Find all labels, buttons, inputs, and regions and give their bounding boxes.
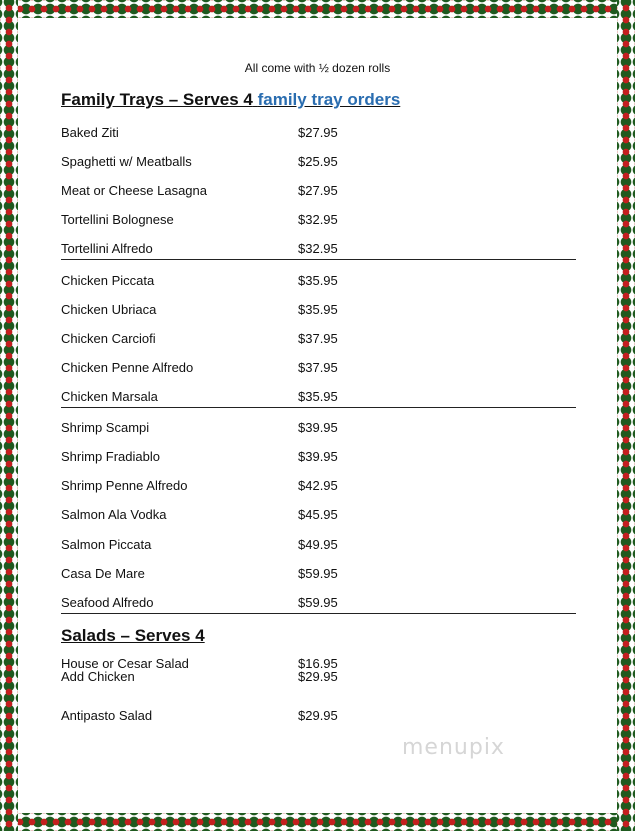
item-price: $25.95 bbox=[298, 154, 338, 169]
intro-note: All come with ½ dozen rolls bbox=[244, 61, 391, 75]
menu-item bbox=[61, 449, 576, 469]
salads-title: Salads – Serves 4 bbox=[61, 626, 205, 645]
item-name: House or Cesar Salad bbox=[61, 656, 189, 671]
menu-item bbox=[61, 595, 576, 615]
item-price: $29.95 bbox=[298, 708, 338, 723]
item-name: Casa De Mare bbox=[61, 566, 145, 581]
item-name: Shrimp Scampi bbox=[61, 420, 150, 435]
item-name: Chicken Ubriaca bbox=[61, 302, 157, 317]
item-name: Chicken Carciofi bbox=[61, 331, 156, 346]
item-price: $59.95 bbox=[298, 595, 338, 610]
decorative-border-right bbox=[617, 0, 635, 831]
item-name: Chicken Piccata bbox=[61, 273, 155, 288]
item-price: $29.95 bbox=[298, 669, 338, 684]
menu-item bbox=[61, 125, 576, 145]
item-price: $32.95 bbox=[298, 212, 338, 227]
decorative-border-top bbox=[0, 0, 635, 18]
item-name: Antipasto Salad bbox=[61, 708, 153, 723]
menu-item bbox=[61, 273, 576, 293]
item-price: $49.95 bbox=[298, 537, 338, 552]
item-price: $37.95 bbox=[298, 331, 338, 346]
menu-item bbox=[61, 708, 576, 728]
item-price: $59.95 bbox=[298, 566, 338, 581]
salads-heading bbox=[61, 626, 205, 646]
item-name: Seafood Alfredo bbox=[61, 595, 154, 610]
item-price: $45.95 bbox=[298, 507, 338, 522]
menu-item bbox=[61, 507, 576, 527]
menu-item bbox=[61, 154, 576, 174]
section-divider bbox=[61, 407, 576, 408]
menu-item bbox=[61, 212, 576, 232]
menu-item bbox=[61, 302, 576, 322]
item-name: Baked Ziti bbox=[61, 125, 119, 140]
item-price: $39.95 bbox=[298, 449, 338, 464]
item-price: $27.95 bbox=[298, 125, 338, 140]
menu-item bbox=[61, 241, 576, 261]
family-trays-heading bbox=[61, 90, 400, 110]
item-price: $35.95 bbox=[298, 273, 338, 288]
item-name: Salmon Ala Vodka bbox=[61, 507, 167, 522]
decorative-border-bottom bbox=[0, 813, 635, 831]
item-name: Spaghetti w/ Meatballs bbox=[61, 154, 192, 169]
item-price: $39.95 bbox=[298, 420, 338, 435]
menu-item bbox=[61, 389, 576, 409]
menu-item bbox=[61, 360, 576, 380]
menu-item bbox=[61, 657, 576, 685]
item-name: Salmon Piccata bbox=[61, 537, 152, 552]
item-name: Shrimp Penne Alfredo bbox=[61, 478, 188, 493]
item-price: $35.95 bbox=[298, 302, 338, 317]
item-price: $42.95 bbox=[298, 478, 338, 493]
menu-item bbox=[61, 478, 576, 498]
menu-item bbox=[61, 537, 576, 557]
item-price: $32.95 bbox=[298, 241, 338, 256]
item-price: $16.95 bbox=[298, 656, 338, 671]
item-name: Tortellini Alfredo bbox=[61, 241, 153, 256]
item-name: Chicken Penne Alfredo bbox=[61, 360, 194, 375]
item-price: $27.95 bbox=[298, 183, 338, 198]
family-trays-title: Family Trays – Serves 4 bbox=[61, 90, 253, 109]
item-price: $35.95 bbox=[298, 389, 338, 404]
menu-item bbox=[61, 420, 576, 440]
menu-item bbox=[61, 183, 576, 203]
item-name: Add Chicken bbox=[61, 669, 135, 684]
item-name: Shrimp Fradiablo bbox=[61, 449, 160, 464]
item-name: Meat or Cheese Lasagna bbox=[61, 183, 207, 198]
section-divider bbox=[61, 613, 576, 614]
menu-item bbox=[61, 566, 576, 586]
section-divider bbox=[61, 259, 576, 260]
item-price: $37.95 bbox=[298, 360, 338, 375]
item-name: Tortellini Bolognese bbox=[61, 212, 174, 227]
menupix-watermark: menupix bbox=[402, 735, 505, 760]
family-tray-orders-link[interactable]: family tray orders bbox=[257, 90, 401, 109]
item-name: Chicken Marsala bbox=[61, 389, 158, 404]
menu-item bbox=[61, 331, 576, 351]
decorative-border-left bbox=[0, 0, 18, 831]
